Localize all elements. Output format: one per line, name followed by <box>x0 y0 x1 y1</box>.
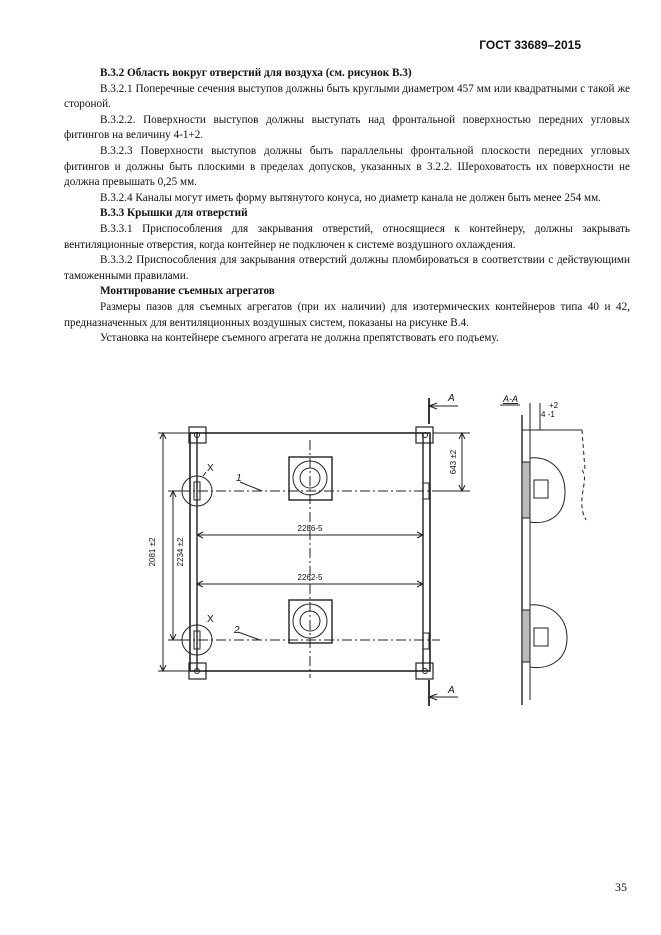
tolerance-label: +2 <box>549 401 559 410</box>
mark-label: X <box>207 614 214 625</box>
section-mark-label: А <box>448 685 455 696</box>
page-number: 35 <box>615 880 627 894</box>
paragraph: В.3.2.1 Поперечные сечения выступов должны быть круглыми диаметром 457 мм или квадратными с такой же стороной. <box>64 82 630 111</box>
section-heading: Монтирование съемных агрегатов <box>100 285 275 298</box>
paragraph: В.3.2.4 Каналы могут иметь форму вытянутого конуса, но диаметр канала не должен быть менее 254 мм. <box>100 191 601 204</box>
paragraph: Установка на контейнере съемного агрегата не должна препятствовать его подъему. <box>100 332 499 345</box>
paragraph: В.3.3.1 Приспособления для закрывания отверстий, относящиеся к контейнеру, должны закрывать вентиляционные отверстия, когда контейнер не подключен к системе воздушного охлаждения. <box>64 222 630 251</box>
section-mark-label: А <box>448 393 455 404</box>
standard-number: ГОСТ 33689–2015 <box>479 38 581 52</box>
section-view-title: А-А <box>503 394 519 404</box>
leader-label: 1 <box>236 473 242 484</box>
section-heading: В.3.3 Крышки для отверстий <box>100 207 248 220</box>
section-heading: В.3.2 Область вокруг отверстий для воздуха (см. рисунок В.3) <box>100 67 412 79</box>
paragraph: В.3.3.2 Приспособления для закрывания отверстий должны пломбироваться в соответствии с действующими таможенными правилами. <box>64 254 630 282</box>
dimension-label: 2081 ±2 <box>148 537 157 567</box>
mark-label: X <box>207 463 214 474</box>
document-body <box>64 66 630 347</box>
section-view <box>500 403 586 705</box>
leader-label: 2 <box>234 625 240 636</box>
dimension-label: 643 ±2 <box>449 449 458 475</box>
technical-drawing-figure <box>0 390 661 710</box>
paragraph: В.3.2.2. Поверхности выступов должны выступать над фронтальной поверхностью передних угловых фитингов на величину 4-1+2. <box>64 113 630 142</box>
tolerance-label: 4 -1 <box>541 410 555 419</box>
dimension-label: 2262-5 <box>297 573 323 582</box>
paragraph: Размеры пазов для съемных агрегатов (при их наличии) для изотермических контейнеров типа 40 и 42, предназначенных для вентиляционных воздушных систем, показаны на рисунке В.4. <box>64 300 630 329</box>
dimension-label: 2234 ±2 <box>176 537 185 567</box>
paragraph: В.3.2.3 Поверхности выступов должны быть параллельны фронтальной плоскости передних угловых фитингов и должны быть плоскими в пределах допусков, указанных в 3.2.2. Шероховатость их поверхности не должна превышать 0,25 мм. <box>64 144 630 189</box>
dimension-label: 2286-5 <box>297 524 323 533</box>
